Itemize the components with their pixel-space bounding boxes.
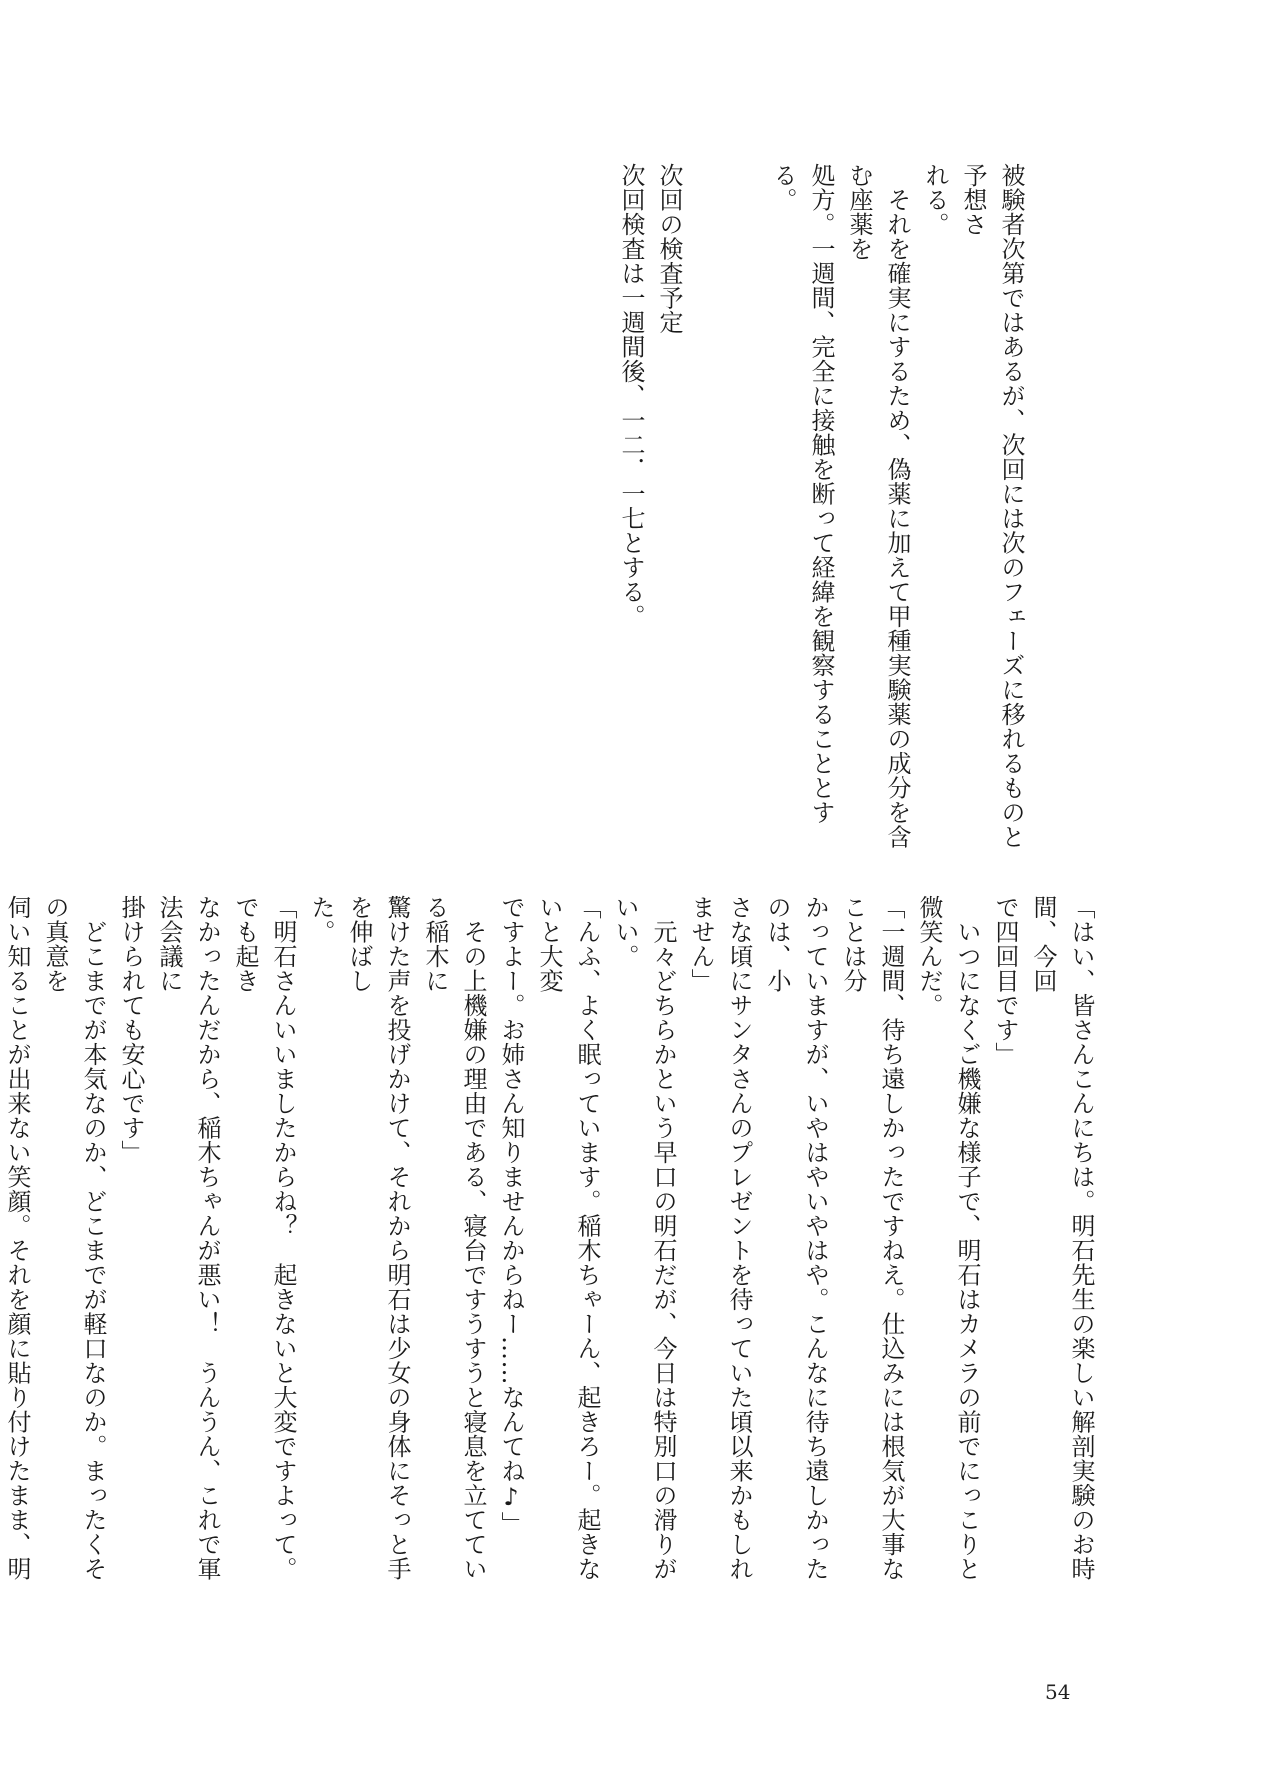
- text-line: 処方。一週間、完全に接触を断って経緯を観察することとする。: [769, 163, 835, 825]
- text-line: どこまでが本気なのか、どこまでが軽口なのか。まったくその真意を: [41, 895, 107, 1581]
- text-line: さな頃にサンタさんのプレゼントを待っていた頃以来かもしれません」: [687, 895, 753, 1581]
- text-line: 掛けられても安心です」: [117, 895, 145, 1165]
- text-line: いつになくご機嫌な様子で、明石はカメラの前でにっこりと微笑んだ。: [915, 895, 981, 1581]
- text-line: 「明石さんいいましたからね？ 起きないと大変ですよって。でも起き: [231, 895, 297, 1581]
- text-line: [726, 163, 764, 863]
- text-line: かっていますが、いやはやいやはや。こんなに待ち遠しかったのは、小: [763, 895, 829, 1581]
- text-line: 被験者次第ではあるが、次回には次のフェーズに移れるものと予想さ: [959, 163, 1025, 849]
- text-line: 驚けた声を投げかけて、それから明石は少女の身体にそっと手を伸ばし: [345, 895, 411, 1581]
- text-line: それを確実にするため、偽薬に加えて甲種実験薬の成分を含む座薬を: [845, 163, 911, 849]
- text-line: 元々どちらかという早口の明石だが、今日は特別口の滑りがいい。: [611, 895, 677, 1581]
- text-line: た。: [307, 895, 335, 944]
- text-line: れる。: [921, 163, 949, 237]
- text-line: 「んふ、よく眠っています。稲木ちゃーん、起きろー。起きないと大変: [535, 895, 601, 1581]
- text-line: [688, 163, 726, 863]
- text-line: 「一週間、待ち遠しかったですねえ。仕込みには根気が大事なことは分: [839, 895, 905, 1581]
- text-line: 次回検査は一週間後、一二．一七とする。: [617, 163, 645, 629]
- story-text-block: [3, 895, 1100, 1595]
- text-line: 「はい、皆さんこんにちは。明石先生の楽しい解剖実験のお時間、今回: [1029, 895, 1095, 1581]
- text-line: その上機嫌の理由である、寝台ですうすうと寝息を立てている稲木に: [421, 895, 487, 1581]
- text-line: ですよー。お姉さん知りませんからねー……なんてね♪」: [497, 895, 525, 1536]
- text-line: 伺い知ることが出来ない笑顔。それを顔に貼り付けたまま、明: [3, 895, 31, 1581]
- text-line: で四回目です」: [991, 895, 1019, 1067]
- text-line: なかったんだから、稲木ちゃんが悪い！ うんうん、これで軍法会議に: [155, 895, 221, 1581]
- page-number: 54: [1045, 1680, 1071, 1704]
- report-text-block: [470, 163, 1030, 863]
- text-line: 次回の検査予定: [655, 163, 683, 335]
